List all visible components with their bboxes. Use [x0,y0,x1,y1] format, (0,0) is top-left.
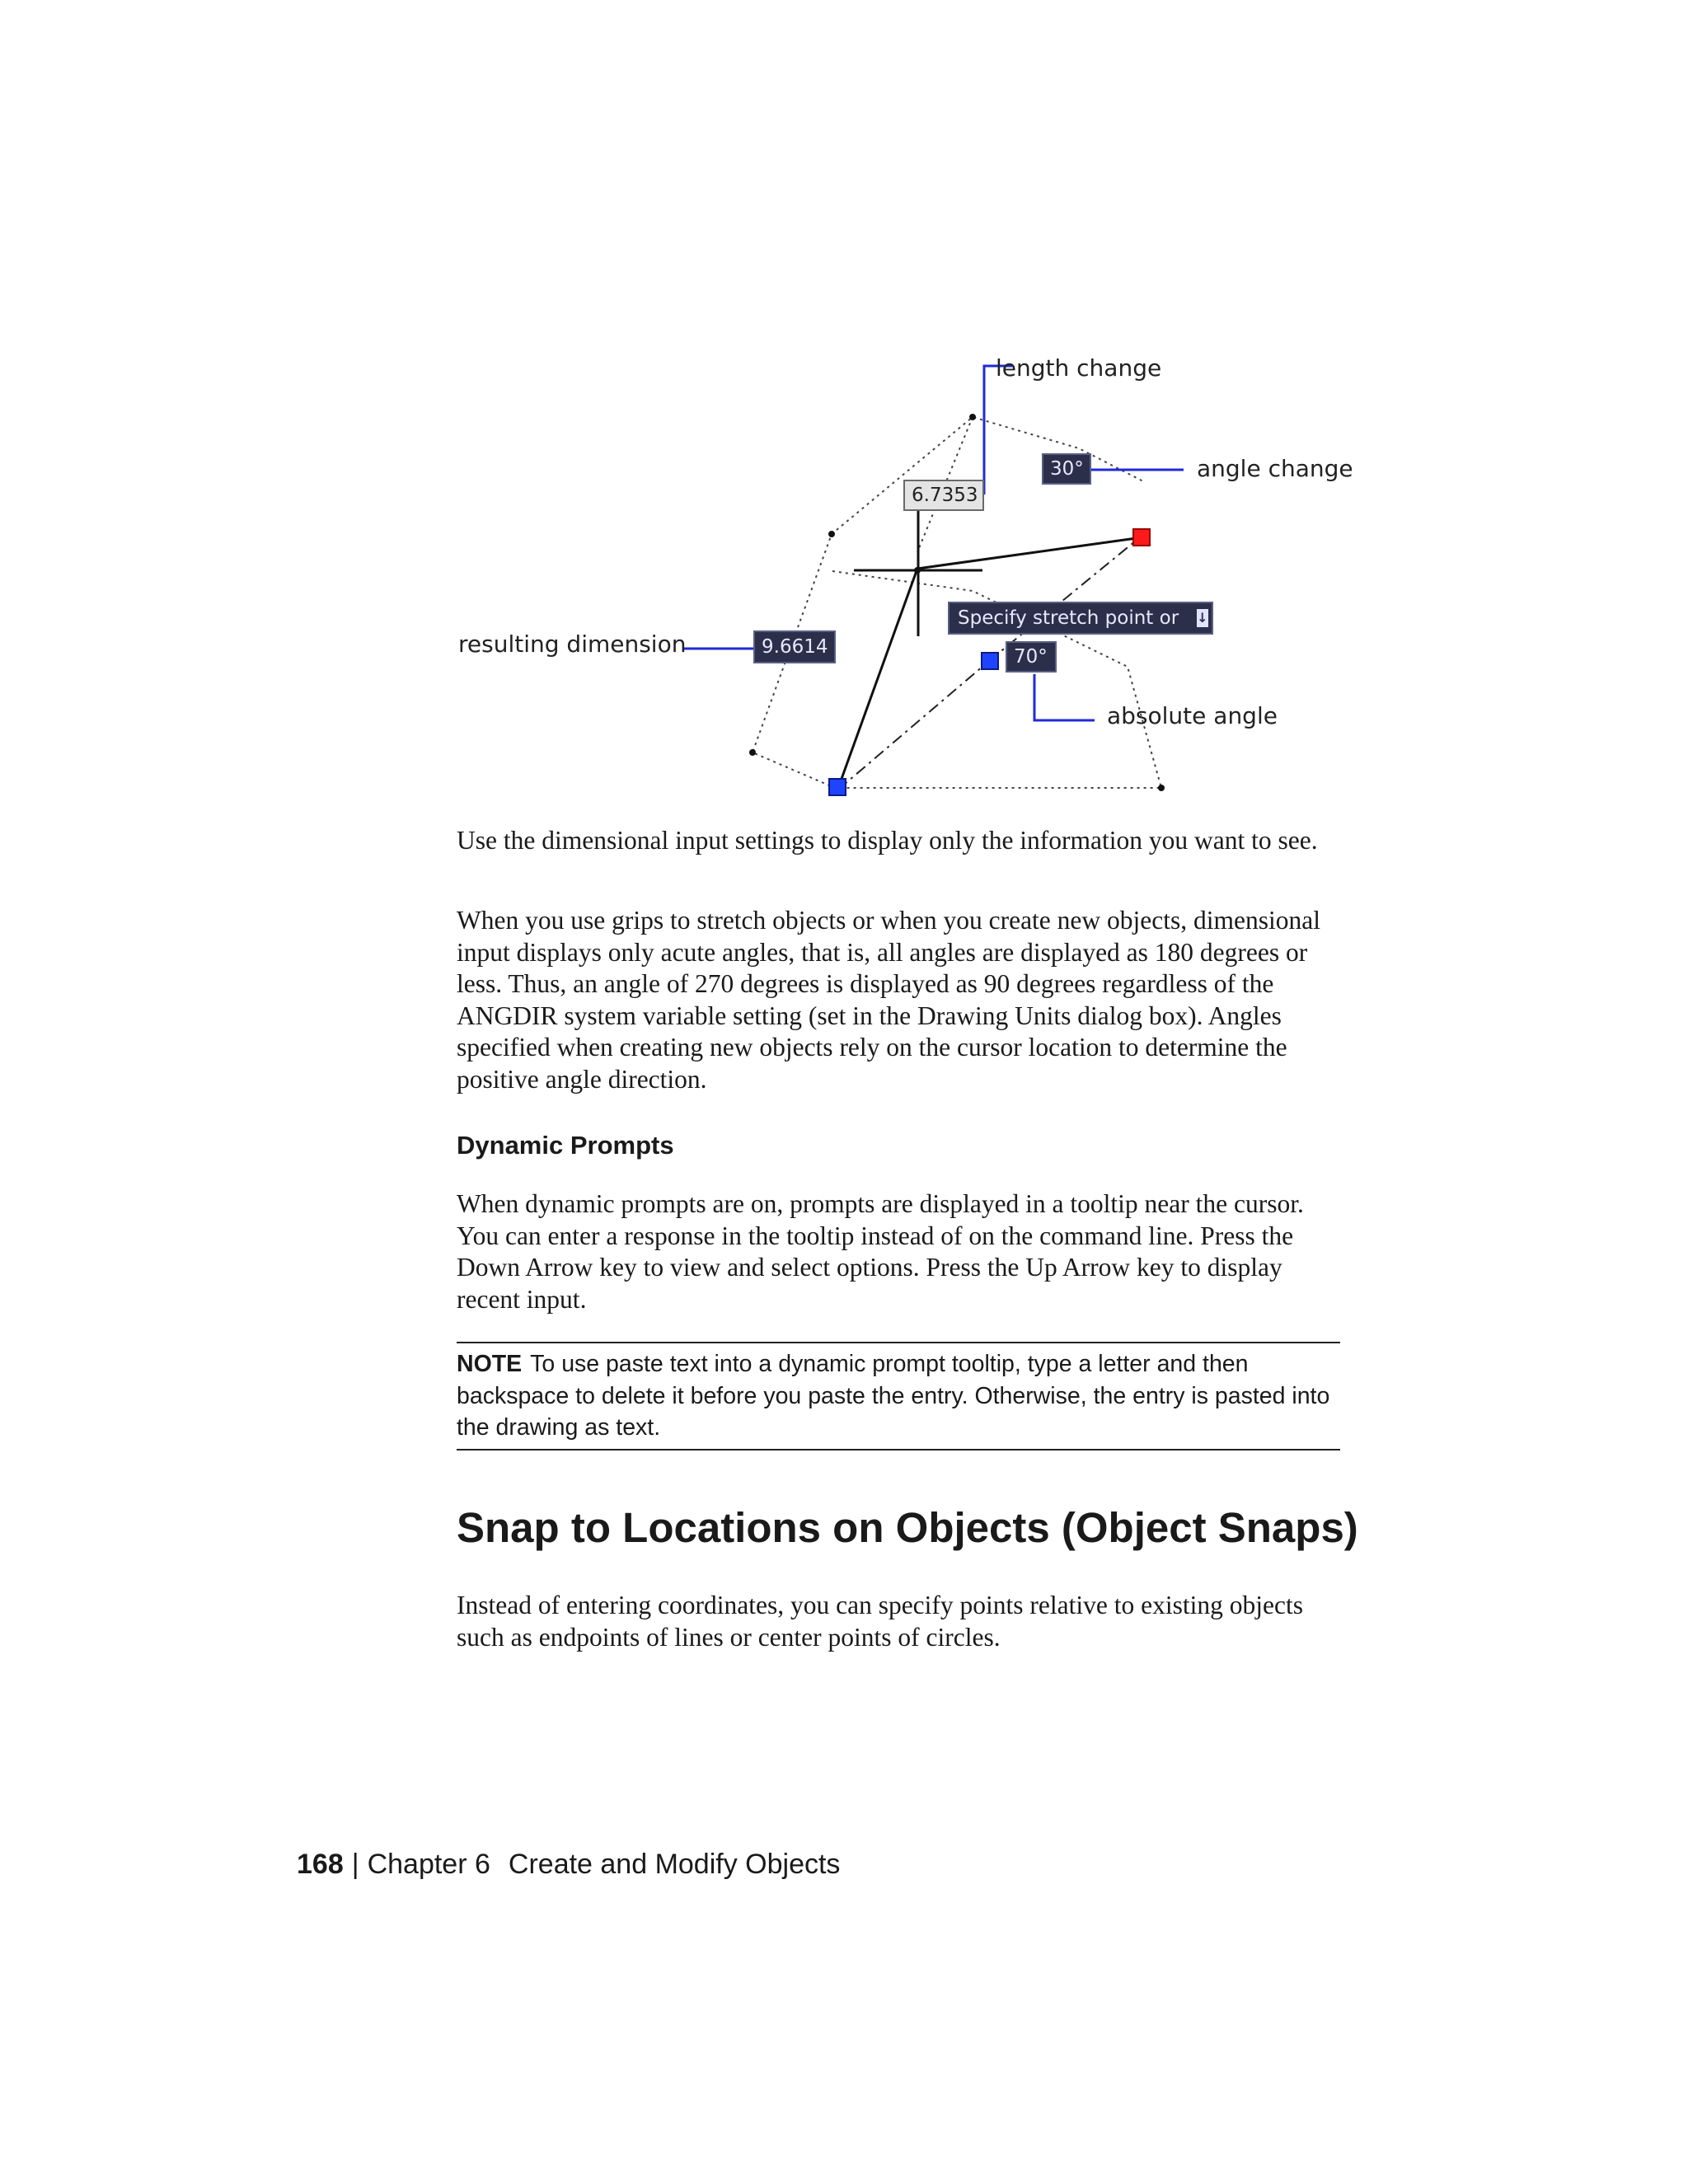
footer-separator: | [351,1849,359,1880]
callout-angle-change: angle change [1197,455,1353,482]
callout-absolute-angle: absolute angle [1107,702,1278,729]
grip-base[interactable] [828,778,846,796]
paragraph-dynamic-prompts: When dynamic prompts are on, prompts are displayed in a tooltip near the cursor. You can enter a response in the tooltip instead of on the command line. Press the Down Arrow key to view and select options. Press the Up Arrow key to display recent input. [457,1189,1304,1314]
callout-resulting-dimension: resulting dimension [458,630,687,658]
note-box [457,1342,1340,1451]
dynamic-prompt-tooltip[interactable] [948,602,1213,635]
paragraph-object-snaps: Instead of entering coordinates, you can specify points relative to existing objects such as endpoints of lines or center points of circles. [457,1591,1303,1652]
page-number: 168 [297,1849,344,1880]
angle-change-field[interactable]: 30° [1042,453,1091,485]
tooltip-prompt-text: Specify stretch point or [958,607,1179,629]
note-text: To use paste text into a dynamic prompt tooltip, type a letter and then backspace to delete it before you paste the entry. Otherwise, the entry is pasted into the drawing as text. [457,1351,1330,1441]
section-heading: Snap to Locations on Objects (Object Snaps) [457,1504,1358,1551]
absolute-angle-field[interactable]: 70° [1006,641,1057,673]
paragraph-settings: Use the dimensional input settings to display only the information you want to see. [457,826,1318,855]
subheading-dynamic-prompts: Dynamic Prompts [457,1131,674,1160]
length-input-field[interactable]: 6.7353 [903,480,984,511]
dimensional-input-figure [445,338,1368,808]
page-footer [297,1849,840,1881]
callout-length-change: length change [996,354,1162,382]
note-label: NOTE [457,1351,523,1377]
grip-midpoint[interactable] [981,652,999,670]
resulting-dimension-field[interactable]: 9.6614 [753,630,836,663]
options-dropdown-icon[interactable]: ↓ [1197,610,1208,626]
footer-chapter: Chapter 6 [367,1849,490,1880]
footer-chapter-title: Create and Modify Objects [508,1849,841,1880]
paragraph-acute-angles: When you use grips to stretch objects or when you create new objects, dimensional input displays only acute angles, that is, all angles are displayed as 180 degrees or less. Thus, an angle of 270 degrees is displayed as 90 degrees regardless of the ANGDIR system variable setting (set in the Drawing Units dialog box). Angles specified when creating new objects rely on the cursor location to determine the positive angle direction. [457,906,1320,1094]
drawing-canvas [445,338,1368,808]
grip-hot[interactable] [1132,528,1151,546]
